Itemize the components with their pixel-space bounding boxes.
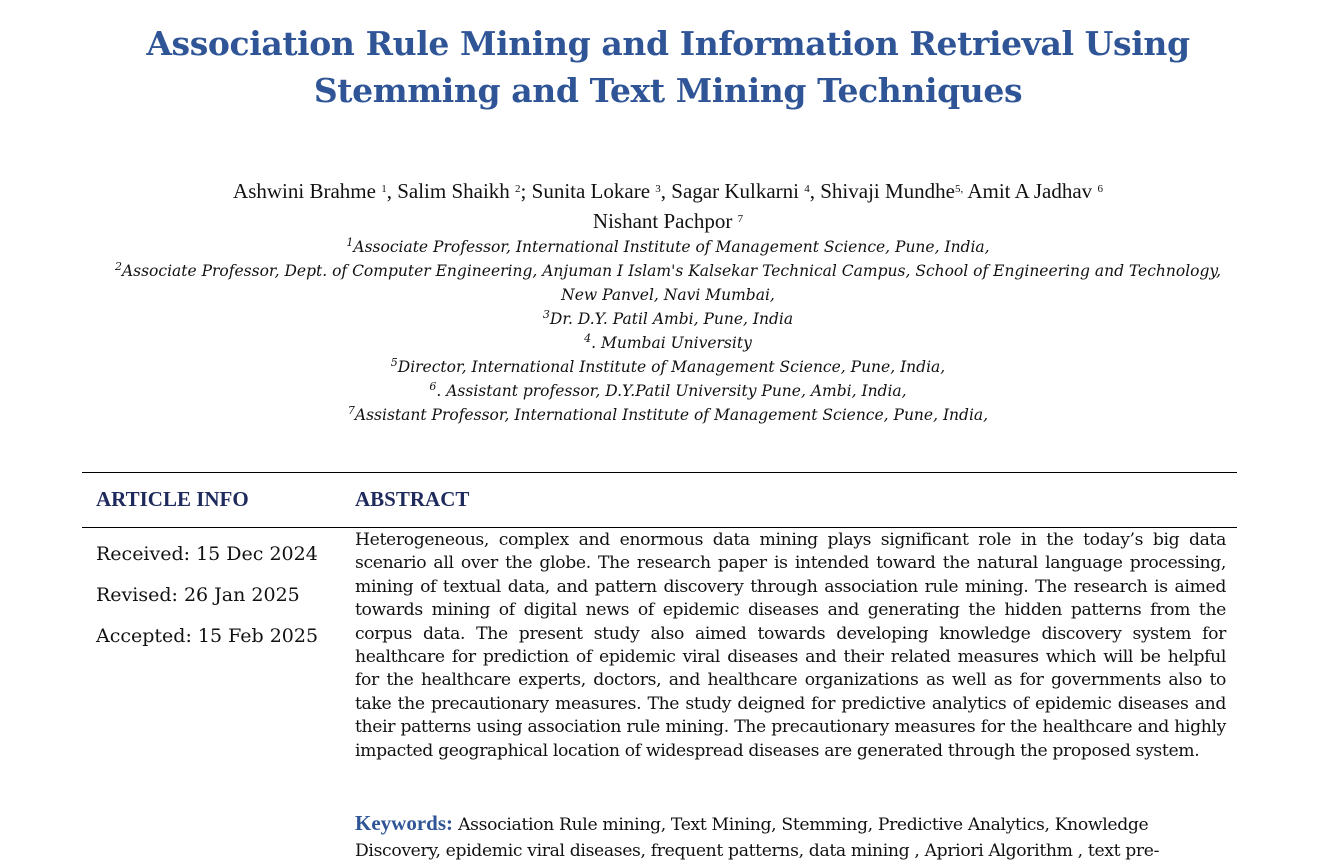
affiliation-text: Assistant Professor, International Institute of Management Science, Pune, India, [354, 406, 989, 424]
author-name: Shivaji Mundhe [820, 179, 955, 203]
affiliation-text: Associate Professor, Dept. of Computer Engineering, Anjuman I Islam's Kalsekar Technical Campus, School of Engineering and Technology, [121, 262, 1222, 280]
paper-title [0, 20, 1332, 114]
article-dates [96, 541, 318, 664]
author-mark: 6 [1097, 183, 1103, 195]
author-separator: ; [520, 179, 527, 203]
affiliation-3 [0, 307, 1332, 331]
affiliation-text: . Mumbai University [591, 334, 752, 352]
author-name: Salim Shaikh [397, 179, 510, 203]
author-separator: , [386, 179, 392, 203]
affiliation-4 [0, 331, 1332, 355]
affiliation-text: Director, International Institute of Management Science, Pune, India, [397, 358, 946, 376]
author-separator: , [809, 179, 815, 203]
accepted-date: Accepted: 15 Feb 2025 [96, 625, 319, 647]
keywords-label: Keywords: [355, 811, 453, 835]
abstract-text: Heterogeneous, complex and enormous data mining plays significant role in the today’s big data scenario all over the globe. The research paper is intended toward the natural language processing, mining of textual data, and pattern discovery through association rule mining. The research is aimed towards mining of digital news of epidemic diseases and generating the hidden patterns from the corpus data. The present study also aimed towards developing knowledge discovery system for healthcare for prediction of epidemic viral diseases and their related measures which will be helpful for the healthcare experts, doctors, and healthcare organizations as well as for governments also to take the precautionary measures. The study deigned for predictive analytics of epidemic diseases and their patterns using association rule mining. The precautionary measures for the healthcare and highly impacted geographical location of widespread diseases are generated through the proposed system. [355, 530, 1226, 761]
author-mark: 4 [804, 183, 810, 195]
revised-date: Revised: 26 Jan 2025 [96, 584, 300, 606]
affiliation-1 [0, 235, 1332, 259]
author-name: Ashwini Brahme [233, 179, 376, 203]
title-line-2: Stemming and Text Mining Techniques [313, 71, 1023, 110]
article-info-heading: ARTICLE INFO [96, 487, 249, 511]
affiliation-mark: 7 [347, 404, 355, 417]
author-name: Amit A Jadhav [967, 179, 1093, 203]
received-date: Received: 15 Dec 2024 [96, 543, 318, 565]
affiliation-list [0, 235, 1332, 427]
author-line-2 [0, 206, 1332, 236]
affiliation-text-continued: New Panvel, Navi Mumbai, [561, 286, 775, 304]
abstract-heading: ABSTRACT [355, 487, 470, 511]
affiliation-7 [0, 403, 1332, 427]
keywords-text: Association Rule mining, Text Mining, Stemming, Predictive Analytics, Knowledge Discovery, epidemic viral diseases, frequent patterns, data mining , Apriori Algorithm , text pre- [355, 815, 1160, 861]
author-mark: 5, [955, 183, 964, 195]
affiliation-mark: 2 [114, 260, 122, 273]
author-separator: , [660, 179, 667, 203]
affiliation-text: Associate Professor, International Institute of Management Science, Pune, India, [353, 238, 990, 256]
affiliation-mark: 1 [346, 236, 354, 249]
author-name: Nishant Pachpor [592, 209, 733, 233]
affiliation-mark: 5 [390, 356, 398, 369]
author-mark: 7 [737, 213, 744, 225]
affiliation-6 [0, 379, 1332, 403]
header-divider [82, 527, 1237, 528]
author-mark: 3 [655, 183, 661, 195]
affiliation-5 [0, 355, 1332, 379]
author-name: Sunita Lokare [531, 179, 651, 203]
affiliation-text: . Assistant professor, D.Y.Patil University Pune, Ambi, India, [436, 382, 907, 400]
author-name: Sagar Kulkarni [671, 179, 799, 203]
affiliation-2 [0, 259, 1332, 307]
author-mark: 2 [515, 183, 521, 195]
affiliation-mark: 3 [542, 308, 550, 321]
author-mark: 1 [381, 183, 387, 195]
title-line-1: Association Rule Mining and Information Retrieval Using [146, 24, 1190, 63]
keywords-paragraph [355, 810, 1226, 864]
top-divider [82, 472, 1237, 473]
author-list [0, 176, 1332, 236]
affiliation-text: Dr. D.Y. Patil Ambi, Pune, India [549, 310, 794, 328]
affiliation-mark: 4 [584, 332, 592, 345]
affiliation-mark: 6 [429, 380, 437, 393]
author-line-1 [0, 176, 1332, 206]
